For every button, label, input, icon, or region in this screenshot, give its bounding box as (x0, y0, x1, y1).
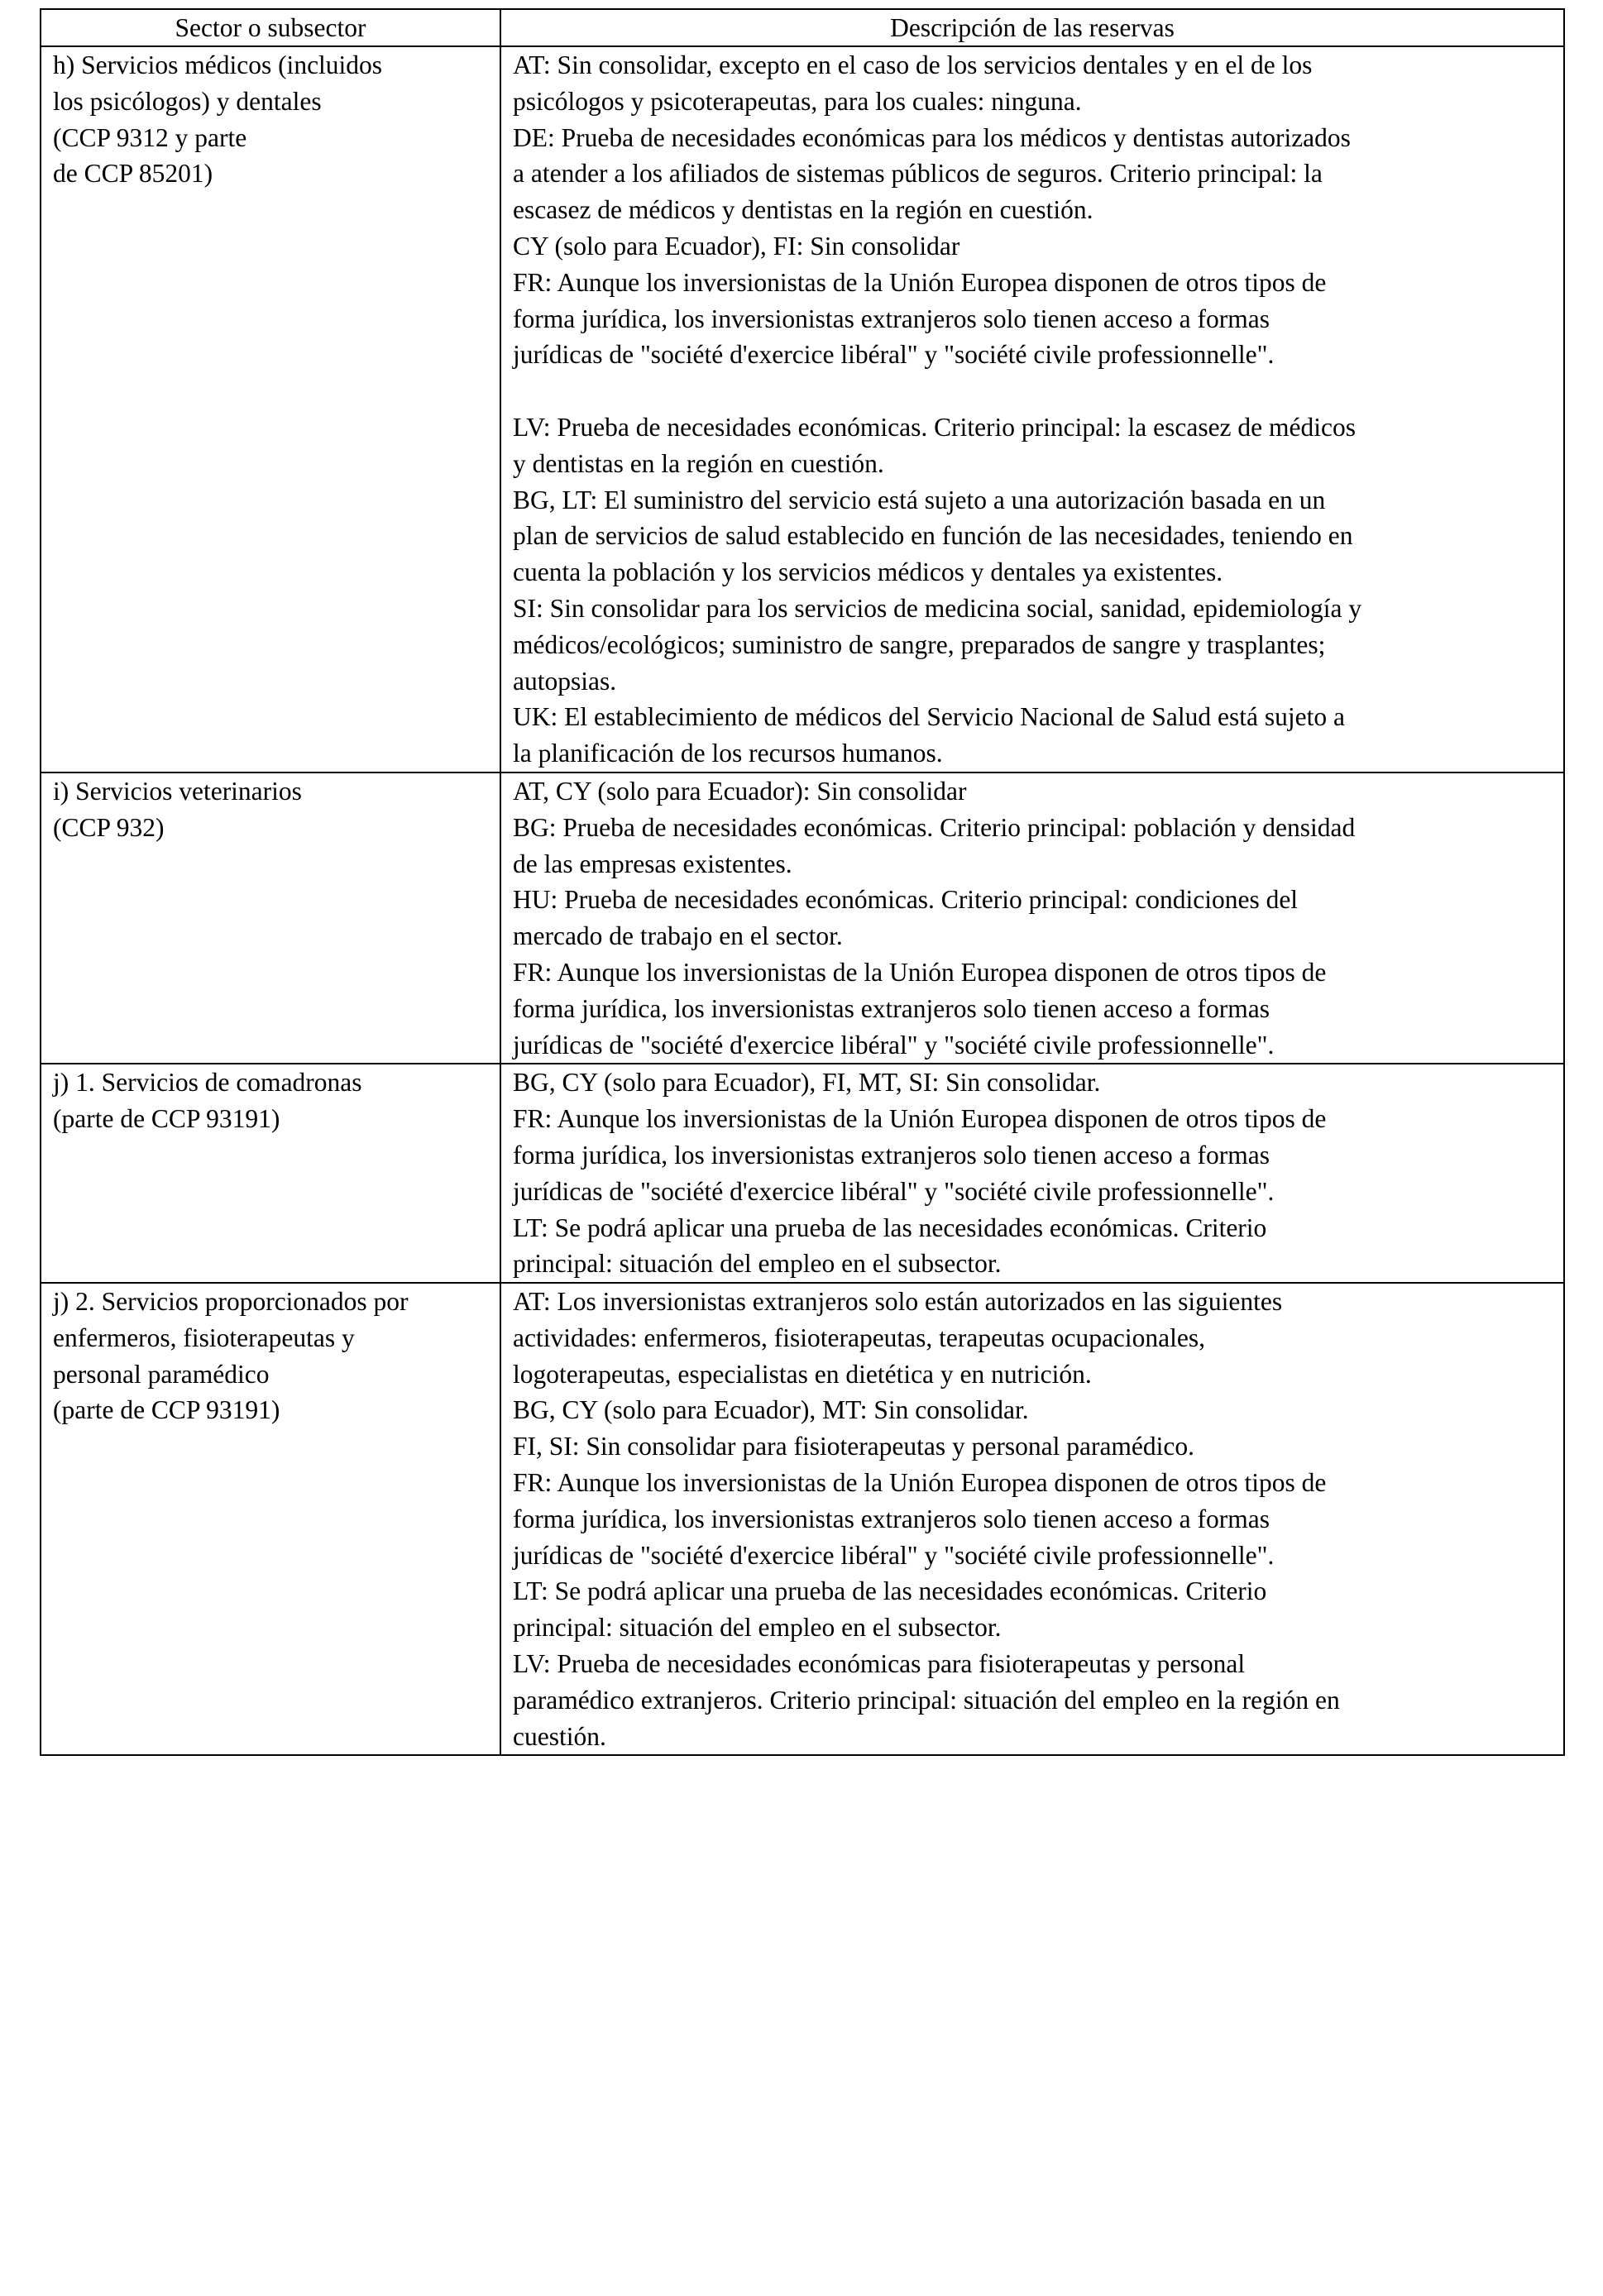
description-line: la planificación de los recursos humanos. (513, 739, 943, 768)
description-cell (500, 1064, 1564, 1283)
description-line: psicólogos y psicoterapeutas, para los cuales: ninguna. (513, 86, 1082, 116)
sector-line: (parte de CCP 93191) (53, 1104, 280, 1134)
table-row (41, 773, 1564, 1064)
description-line: forma jurídica, los inversionistas extranjeros solo tienen acceso a formas (513, 1504, 1270, 1533)
sector-cell (41, 773, 500, 1064)
sector-line: los psicólogos) y dentales (53, 86, 322, 116)
table-row (41, 1064, 1564, 1283)
description-line: AT, CY (solo para Ecuador): Sin consolidar (513, 776, 967, 806)
description-line: cuenta la población y los servicios médicos y dentales ya existentes. (513, 557, 1223, 587)
description-line: mercado de trabajo en el sector. (513, 921, 843, 951)
description-line: plan de servicios de salud establecido en función de las necesidades, teniendo en (513, 521, 1353, 551)
description-line: BG: Prueba de necesidades económicas. Criterio principal: población y densidad (513, 812, 1356, 842)
description-line: BG, CY (solo para Ecuador), MT: Sin consolidar. (513, 1395, 1029, 1425)
sector-line: enfermeros, fisioterapeutas y (53, 1323, 355, 1352)
description-line: UK: El establecimiento de médicos del Servicio Nacional de Salud está sujeto a (513, 702, 1345, 732)
description-line: CY (solo para Ecuador), FI: Sin consolidar (513, 231, 960, 261)
description-line: BG, CY (solo para Ecuador), FI, MT, SI: Sin consolidar. (513, 1068, 1101, 1098)
description-line: actividades: enfermeros, fisioterapeutas, terapeutas ocupacionales, (513, 1323, 1206, 1352)
description-line: jurídicas de "société d'exercice libéral" y "société civile professionnelle". (513, 1540, 1275, 1570)
description-line: FR: Aunque los inversionistas de la Unión Europea disponen de otros tipos de (513, 1468, 1327, 1498)
description-blank-line (513, 373, 1563, 409)
description-line: y dentistas en la región en cuestión. (513, 448, 884, 478)
sector-line: (parte de CCP 93191) (53, 1395, 280, 1425)
description-line: FR: Aunque los inversionistas de la Unión Europea disponen de otros tipos de (513, 267, 1327, 297)
sector-line: de CCP 85201) (53, 159, 213, 189)
sector-line: personal paramédico (53, 1359, 270, 1389)
sector-line: (CCP 932) (53, 812, 165, 842)
description-line: LV: Prueba de necesidades económicas. Criterio principal: la escasez de médicos (513, 412, 1356, 442)
table-row (41, 46, 1564, 773)
description-line: autopsias. (513, 666, 617, 696)
description-cell (500, 773, 1564, 1064)
description-cell (500, 1283, 1564, 1755)
description-line: jurídicas de "société d'exercice libéral" y "société civile professionnelle". (513, 340, 1275, 370)
description-line: LT: Se podrá aplicar una prueba de las necesidades económicas. Criterio (513, 1213, 1267, 1242)
description-line: forma jurídica, los inversionistas extranjeros solo tienen acceso a formas (513, 993, 1270, 1023)
table-header-row (41, 9, 1564, 46)
description-line: SI: Sin consolidar para los servicios de medicina social, sanidad, epidemiología y (513, 593, 1362, 623)
sector-cell (41, 46, 500, 773)
description-line: forma jurídica, los inversionistas extranjeros solo tienen acceso a formas (513, 1140, 1270, 1170)
description-line: LT: Se podrá aplicar una prueba de las necesidades económicas. Criterio (513, 1576, 1267, 1606)
description-line: AT: Sin consolidar, excepto en el caso de los servicios dentales y en el de los (513, 50, 1313, 79)
description-line: de las empresas existentes. (513, 849, 792, 878)
description-line: principal: situación del empleo en el subsector. (513, 1249, 1002, 1279)
description-line: LV: Prueba de necesidades económicas para fisioterapeutas y personal (513, 1649, 1246, 1679)
description-line: escasez de médicos y dentistas en la región en cuestión. (513, 195, 1093, 225)
sector-line: i) Servicios veterinarios (53, 776, 302, 806)
description-line: HU: Prueba de necesidades económicas. Criterio principal: condiciones del (513, 885, 1299, 915)
description-line: AT: Los inversionistas extranjeros solo están autorizados en las siguientes (513, 1287, 1283, 1317)
header-sector: Sector o subsector (41, 9, 500, 46)
sector-line: h) Servicios médicos (incluidos (53, 50, 383, 79)
description-line: jurídicas de "société d'exercice libéral" y "société civile professionnelle". (513, 1030, 1275, 1060)
description-line: FR: Aunque los inversionistas de la Unión Europea disponen de otros tipos de (513, 957, 1327, 987)
description-line: jurídicas de "société d'exercice libéral" y "société civile professionnelle". (513, 1176, 1275, 1206)
reservations-table (40, 8, 1565, 1756)
description-line: FI, SI: Sin consolidar para fisioterapeutas y personal paramédico. (513, 1432, 1195, 1461)
sector-cell (41, 1283, 500, 1755)
description-line: FR: Aunque los inversionistas de la Unión Europea disponen de otros tipos de (513, 1104, 1327, 1134)
sector-line: j) 1. Servicios de comadronas (53, 1068, 362, 1098)
description-line: paramédico extranjeros. Criterio principal: situación del empleo en la región en (513, 1685, 1340, 1715)
description-line: cuestión. (513, 1721, 606, 1751)
description-line: a atender a los afiliados de sistemas públicos de seguros. Criterio principal: la (513, 159, 1323, 189)
table-row (41, 1283, 1564, 1755)
description-line: forma jurídica, los inversionistas extranjeros solo tienen acceso a formas (513, 304, 1270, 333)
description-line: logoterapeutas, especialistas en dietética y en nutrición. (513, 1359, 1092, 1389)
description-line: DE: Prueba de necesidades económicas para los médicos y dentistas autorizados (513, 122, 1351, 152)
description-line: principal: situación del empleo en el subsector. (513, 1613, 1002, 1643)
description-cell (500, 46, 1564, 773)
sector-cell (41, 1064, 500, 1283)
description-line: médicos/ecológicos; suministro de sangre, preparados de sangre y trasplantes; (513, 629, 1326, 659)
description-line: BG, LT: El suministro del servicio está sujeto a una autorización basada en un (513, 485, 1326, 514)
table-body (41, 46, 1564, 1755)
sector-line: (CCP 9312 y parte (53, 122, 247, 152)
header-description: Descripción de las reservas (500, 9, 1564, 46)
sector-line: j) 2. Servicios proporcionados por (53, 1287, 409, 1317)
